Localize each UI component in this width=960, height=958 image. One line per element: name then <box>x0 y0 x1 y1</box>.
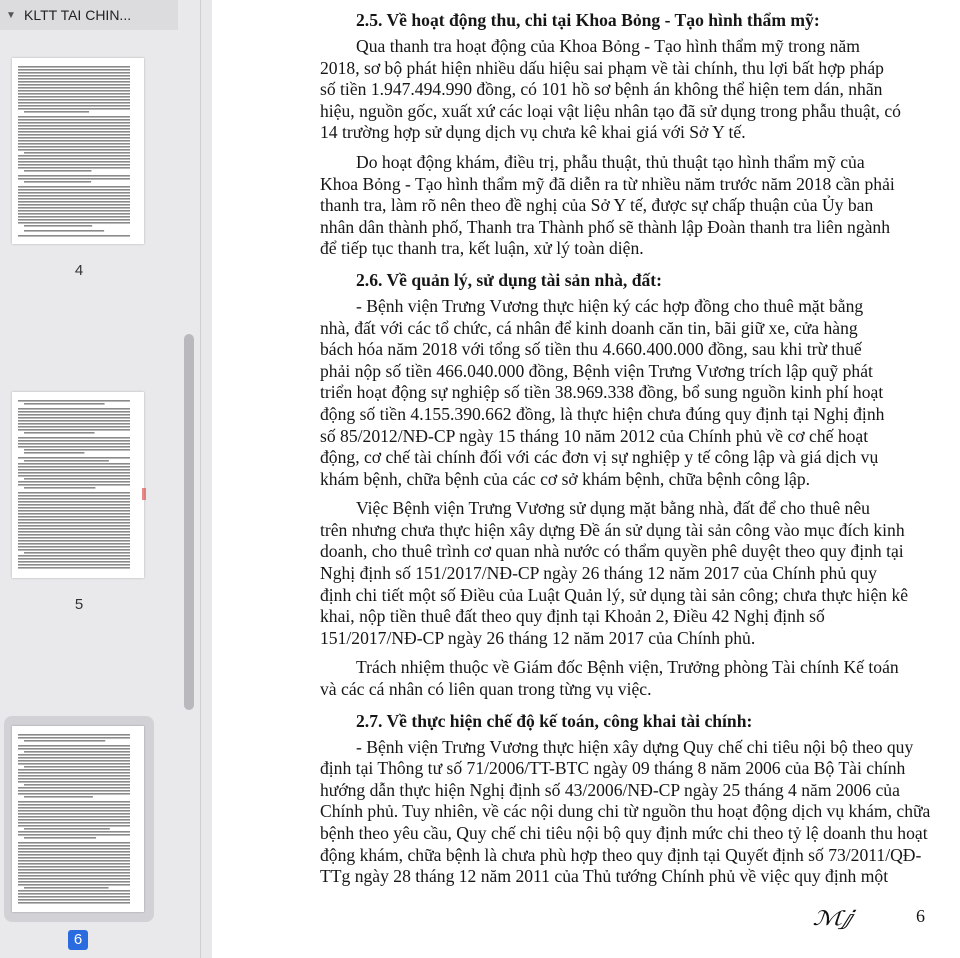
signature-initials: ℳⅉ <box>812 906 853 930</box>
paragraph-line: số tiền 1.947.494.990 đồng, có 101 hồ sơ bệnh án không thể hiện tem dán, nhãn <box>320 79 883 100</box>
paragraph-line: động số tiền 4.155.390.662 đồng, là thực hiện chưa đúng quy định tại Nghị định <box>320 403 885 424</box>
paragraph-line: phải nộp số tiền 466.040.000 đồng, Bệnh viện Trưng Vương trích lập quỹ phát <box>320 360 873 381</box>
paragraph <box>320 296 932 490</box>
paragraph-line: thanh tra, làm rõ nên theo đề nghị của Sở Y tế, được sự chấp thuận của Ủy ban <box>320 195 874 216</box>
section-heading: 2.7. Về thực hiện chế độ kế toán, công khai tài chính: <box>356 710 753 731</box>
paragraph-line: động khám, chữa bệnh là chưa phù hợp theo quy định tại Quyết định số 73/2011/QĐ- <box>320 844 922 865</box>
thumbnail-label-5: 5 <box>74 596 84 613</box>
paragraph <box>320 737 932 888</box>
paragraph-line: trên nhưng chưa thực hiện xây dựng Đề án sử dụng tài sản công vào mục đích kinh <box>320 519 905 540</box>
thumbnail-page-6[interactable] <box>12 726 144 912</box>
paragraph <box>320 498 932 649</box>
paragraph-line: để tiếp tục thanh tra, kết luận, xử lý toàn diện. <box>320 238 644 259</box>
paragraph-line: 2018, sơ bộ phát hiện nhiều dấu hiệu sai phạm về tài chính, thu lợi bất hợp pháp <box>320 57 884 78</box>
annotation-mark <box>142 488 146 500</box>
paragraph-line: hướng dẫn thực hiện Nghị định số 43/2006/NĐ-CP ngày 25 tháng 4 năm 2006 của <box>320 779 900 800</box>
paragraph-line: Chính phủ. Tuy nhiên, về các nội dung chi từ nguồn thu hoạt động dịch vụ khám, chữa <box>320 801 931 822</box>
paragraph-line: số 85/2012/NĐ-CP ngày 15 tháng 10 năm 2012 của Chính phủ về cơ chế hoạt <box>320 425 869 446</box>
thumbnail-sidebar <box>0 0 201 958</box>
paragraph-line: 151/2017/NĐ-CP ngày 26 tháng 12 năm 2017 của Chính phủ. <box>320 627 756 648</box>
paragraph-line: - Bệnh viện Trưng Vương thực hiện xây dựng Quy chế chi tiêu nội bộ theo quy <box>356 736 914 757</box>
paragraph-line: Do hoạt động khám, điều trị, phẫu thuật, thủ thuật tạo hình thẩm mỹ của <box>356 151 865 172</box>
paragraph <box>320 36 932 144</box>
thumbnail-page-6-lines <box>12 726 144 912</box>
thumbnail-page-5[interactable] <box>12 392 144 578</box>
disclosure-triangle-icon[interactable]: ▼ <box>6 9 16 21</box>
paragraph-line: định tại Thông tư số 71/2006/TT-BTC ngày 09 tháng 8 năm 2006 của Bộ Tài chính <box>320 758 906 779</box>
paragraph-line: và các cá nhân có liên quan trong từng vụ việc. <box>320 679 652 700</box>
document-page <box>212 0 960 958</box>
thumbnail-label-4: 4 <box>74 262 84 279</box>
document-body <box>320 8 932 896</box>
paragraph-line: định chi tiết một số Điều của Luật Quản lý, sử dụng tài sản công; chưa thực hiện kê <box>320 584 909 605</box>
paragraph-line: Trách nhiệm thuộc về Giám đốc Bệnh viện, Trưởng phòng Tài chính Kế toán <box>356 657 899 678</box>
paragraph-line: nhà, đất với các tổ chức, cá nhân để kinh doanh căn tin, bãi giữ xe, cửa hàng <box>320 317 858 338</box>
paragraph-line: khai, nộp tiền thuê đất theo quy định tại Khoản 2, Điều 42 Nghị định số <box>320 606 825 627</box>
thumbnail-page-5-lines <box>12 392 144 578</box>
section-heading: 2.5. Về hoạt động thu, chi tại Khoa Bỏng - Tạo hình thẩm mỹ: <box>356 10 820 30</box>
thumbnail-page-4-lines <box>12 58 144 244</box>
paragraph <box>320 152 932 260</box>
paragraph-line: Khoa Bỏng - Tạo hình thẩm mỹ đã diễn ra từ nhiều năm trước năm 2018 cần phải <box>320 173 895 194</box>
paragraph-line: Qua thanh tra hoạt động của Khoa Bỏng - Tạo hình thẩm mỹ trong năm <box>356 36 860 56</box>
paragraph-line: TTg ngày 28 tháng 12 năm 2011 của Thủ tướng Chính phủ về việc quy định một <box>320 866 889 887</box>
section-heading: 2.6. Về quản lý, sử dụng tài sản nhà, đất: <box>356 269 663 290</box>
thumbnail-page-4[interactable] <box>12 58 144 244</box>
paragraph-line: - Bệnh viện Trưng Vương thực hiện ký các hợp đồng cho thuê mặt bằng <box>356 295 864 316</box>
document-title: KLTT TAI CHIN... <box>24 7 132 23</box>
paragraph-line: doanh, cho thuê trình cơ quan nhà nước có thẩm quyền phê duyệt theo quy định tại <box>320 541 904 562</box>
paragraph-line: khám bệnh, chữa bệnh của các cơ sở khám bệnh, chữa bệnh công lập. <box>320 468 811 489</box>
document-header[interactable] <box>0 0 178 30</box>
paragraph-line: 14 trường hợp sử dụng dịch vụ chưa kê khai giá với Sở Y tế. <box>320 122 746 143</box>
paragraph <box>320 657 932 700</box>
paragraph-line: Việc Bệnh viện Trưng Vương sử dụng mặt bằng nhà, đất để cho thuê nêu <box>356 498 870 519</box>
paragraph-line: Nghị định số 151/2017/NĐ-CP ngày 26 tháng 12 năm 2017 của Chính phủ quy <box>320 563 877 584</box>
paragraph-line: bách hóa năm 2018 với tổng số tiền thu 4.660.400.000 đồng, sau khi trừ thuế <box>320 339 862 360</box>
paragraph-line: bệnh theo yêu cầu, Quy chế chi tiêu nội bộ quy định mức chi theo tỷ lệ doanh thu hoạt <box>320 823 928 843</box>
paragraph-line: động, cơ chế tài chính đối với các đơn vị sự nghiệp y tế công lập và giá dịch vụ <box>320 447 879 468</box>
paragraph-line: nhân dân thành phố, Thanh tra Thành phố sẽ thành lập Đoàn thanh tra liên ngành <box>320 216 891 237</box>
sidebar-scrollbar[interactable] <box>184 334 194 710</box>
page-footer-number: 6 <box>916 906 925 926</box>
paragraph-line: triển hoạt động sự nghiệp số tiền 38.969.338 đồng, bổ sung nguồn kinh phí hoạt <box>320 382 884 403</box>
paragraph-line: hiệu, nguồn gốc, xuất xứ các loại vật liệu nhân tạo đã sử dụng trong phẫu thuật, có <box>320 100 901 121</box>
thumbnail-label-6: 6 <box>68 930 88 950</box>
